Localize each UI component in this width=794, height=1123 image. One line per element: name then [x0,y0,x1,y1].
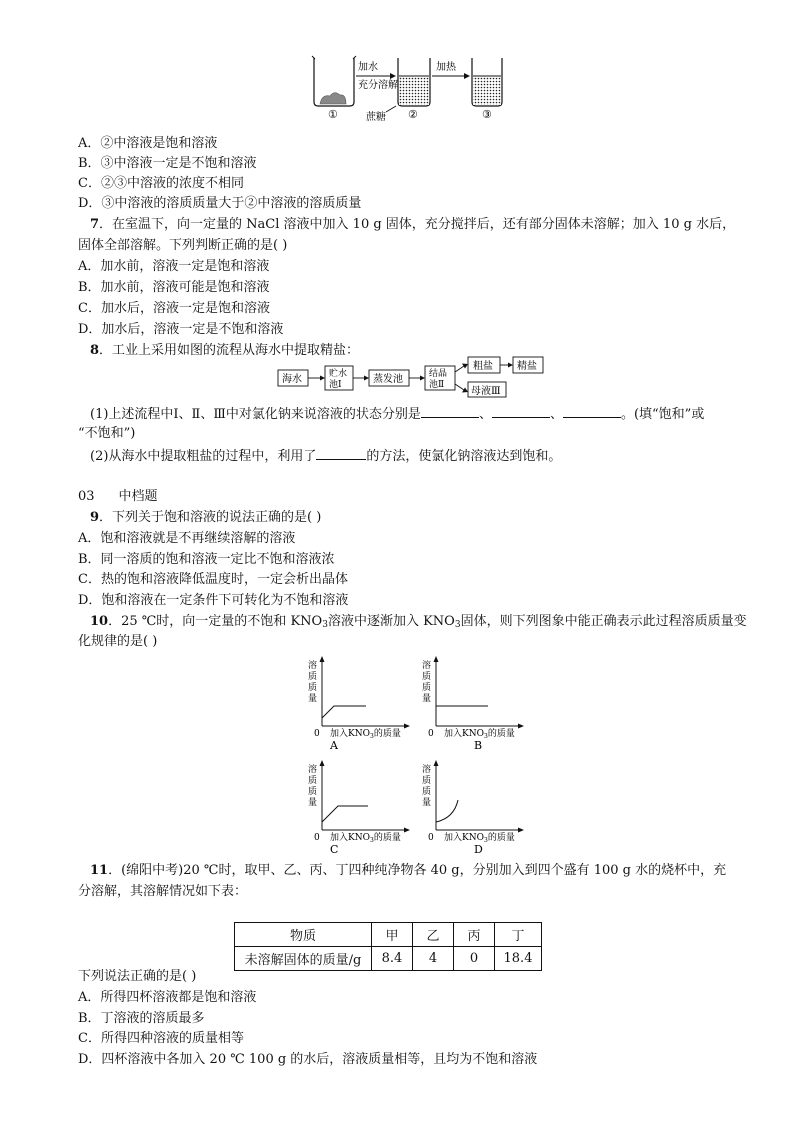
svg-text:质: 质 [308,787,318,797]
q7-option-d: D．加水后，溶液一定是不饱和溶液 [78,322,284,337]
sugar-label: 蔗糖 [366,112,386,122]
q9-option-a: A．饱和溶液就是不再继续溶解的溶液 [78,531,296,546]
graph-c-letter: C [330,843,339,856]
section-number: 03 [78,489,95,504]
graph-b-letter: B [474,739,483,752]
svg-text:量: 量 [308,798,318,808]
graph-c [304,760,414,856]
q10-number: 10 [90,614,109,629]
q8-blank-2[interactable] [492,405,550,418]
solubility-table [234,922,542,971]
flow-fine: 精盐 [517,361,537,372]
q9-stem: 9．下列关于饱和溶液的说法正确的是( ) [90,510,322,525]
add-water-label: 加水 [358,62,378,73]
svg-text:量: 量 [422,798,432,808]
table-row: 未溶解固体的质量/g 8.4 4 0 18.4 [235,947,542,971]
svg-text:质: 质 [422,683,432,693]
q7-option-a: A．加水前，溶液一定是饱和溶液 [78,259,270,274]
flow-diagram [276,356,546,398]
q8-number: 8 [90,343,100,358]
svg-text:质: 质 [422,672,432,682]
svg-text:质: 质 [422,776,432,786]
q6-option-b: B．③中溶液一定是不饱和溶液 [78,156,257,171]
beaker-label-2: ② [408,108,418,121]
svg-text:质: 质 [308,683,318,693]
flow-pool1-line1: 贮水 [329,369,348,379]
svg-text:溶: 溶 [422,765,432,775]
flow-pool2-line2: 池Ⅱ [429,380,445,390]
q8-part1: (1)上述流程中Ⅰ、Ⅱ、Ⅲ中对氯化钠来说溶液的状态分别是 、 、 。(填“饱和”或 [90,407,705,422]
graph-d [418,760,528,856]
svg-text:加入KNO3的质量: 加入$KNO_3$的质量 [444,833,515,844]
flow-crude: 粗盐 [473,361,493,372]
graph-b [418,656,528,752]
heat-label: 加热 [436,62,456,73]
section-header [78,488,158,506]
svg-text:加入KNO3的质量: 加入$KNO_3$的质量 [444,729,515,740]
q9-number: 9 [90,510,100,525]
beaker-figure [300,50,520,122]
q11-stem-line1: 11．(绵阳中考)20 ℃时，取甲、乙、丙、丁四种纯净物各 40 g，分别加入到四个盛有 100 g 水的烧杯中，充 [90,863,727,878]
graph-a-letter: A [330,739,338,752]
q9-option-c: C．热的饱和溶液降低温度时，一定会析出晶体 [78,572,348,587]
q6-option-d: D．③中溶液的溶质质量大于②中溶液的溶质质量 [78,196,362,211]
svg-text:加入KNO3的质量: 加入$KNO_3$的质量 [330,729,401,740]
svg-text:溶: 溶 [422,661,432,671]
q7-number: 7 [90,217,100,232]
svg-text:质: 质 [308,672,318,682]
q11-option-c: C．所得四种溶液的质量相等 [78,1031,244,1046]
section-title: 中档题 [118,489,158,504]
svg-text:0: 0 [428,833,434,843]
q8-blank-1[interactable] [421,405,479,418]
dissolve-label: 充分溶解 [358,80,398,91]
graph-a [304,656,414,752]
q11-number: 11 [90,863,109,878]
svg-text:溶: 溶 [308,765,318,775]
svg-text:溶: 溶 [308,661,318,671]
q7-option-b: B．加水前，溶液可能是饱和溶液 [78,280,270,295]
q8-blank-3[interactable] [563,405,621,418]
q9-option-b: B．同一溶质的饱和溶液一定比不饱和溶液浓 [78,552,335,567]
q8-blank-4[interactable] [316,447,366,460]
flow-seawater: 海水 [282,374,302,385]
q8-stem: 8．工业上采用如图的流程从海水中提取精盐： [90,343,360,358]
flow-pool2-line1: 结晶 [429,369,448,379]
flow-mother: 母液Ⅲ [471,386,501,397]
q11-question: 下列说法正确的是( ) [78,969,197,984]
q11-option-a: A．所得四杯溶液都是饱和溶液 [78,990,257,1005]
svg-text:0: 0 [314,729,320,739]
beaker-label-1: ① [328,108,338,121]
svg-text:加入KNO3的质量: 加入$KNO_3$的质量 [330,833,401,844]
q8-part2: (2)从海水中提取粗盐的过程中，利用了 的方法，使氯化钠溶液达到饱和。 [90,449,562,464]
svg-text:0: 0 [428,729,434,739]
q10-stem-line1: 10．25 ℃时，向一定量的不饱和 KNO3溶液中逐渐加入 KNO3固体，则下列图象中能正确表示此过程溶质质量变 [90,614,747,630]
table-header-row: 物质 甲 乙 丙 丁 [235,923,542,947]
q6-option-a: A．②中溶液是饱和溶液 [78,136,218,151]
q8-part1-cont: “不饱和”) [78,426,136,441]
graph-d-letter: D [474,843,483,856]
q7-stem-line1: 7．在室温下，向一定量的 NaCl 溶液中加入 10 g 固体，充分搅拌后，还有部分固体未溶解；加入 10 g 水后， [90,217,736,232]
q10-stem-line2: 化规律的是( ) [78,634,158,649]
beaker-label-3: ③ [482,108,492,121]
svg-text:0: 0 [314,833,320,843]
svg-text:质: 质 [308,776,318,786]
q11-option-b: B．丁溶液的溶质最多 [78,1011,205,1026]
q7-stem-line2: 固体全部溶解。下列判断正确的是( ) [78,238,288,253]
q7-option-c: C．加水后，溶液一定是饱和溶液 [78,301,270,316]
svg-text:量: 量 [308,694,318,704]
q9-option-d: D．饱和溶液在一定条件下可转化为不饱和溶液 [78,593,349,608]
q11-stem-line2: 分溶解，其溶解情况如下表： [78,884,248,899]
flow-evap: 蒸发池 [373,374,403,385]
svg-text:量: 量 [422,694,432,704]
svg-text:质: 质 [422,787,432,797]
q11-option-d: D．四杯溶液中各加入 20 ℃ 100 g 的水后，溶液质量相等，且均为不饱和溶液 [78,1052,538,1067]
flow-pool1-line2: 池Ⅰ [329,380,342,390]
q6-option-c: C．②③中溶液的浓度不相同 [78,176,244,191]
